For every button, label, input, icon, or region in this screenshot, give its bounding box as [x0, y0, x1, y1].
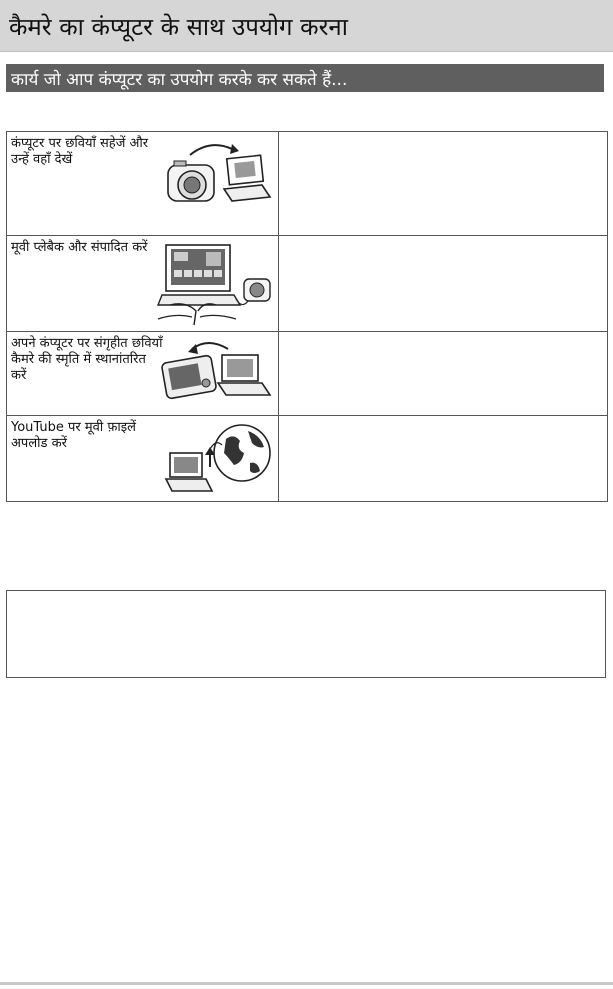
section-heading: कार्य जो आप कंप्यूटर का उपयोग करके कर सकते हैं...	[11, 70, 348, 90]
task-description-cell	[279, 132, 608, 236]
task-description-cell	[279, 416, 608, 502]
camera-to-laptop-icon	[162, 135, 274, 231]
task-description-cell	[279, 332, 608, 416]
section-heading-bar	[6, 64, 604, 92]
task-label: मूवी प्लेबैक और संपादित करें	[11, 240, 148, 255]
page-title-bar	[0, 0, 613, 52]
table-row	[7, 132, 608, 236]
page-title: कैमरे का कंप्यूटर के साथ उपयोग करना	[9, 13, 348, 41]
task-description-cell	[279, 236, 608, 332]
laptop-upload-globe-icon	[164, 419, 274, 499]
table-row	[7, 236, 608, 332]
footer-divider	[0, 982, 613, 985]
table-row	[7, 416, 608, 502]
task-label: YouTube पर मूवी फ़ाइलें अपलोड करें	[11, 420, 136, 451]
laptop-to-camera-icon	[158, 335, 274, 413]
table-row	[7, 332, 608, 416]
laptop-video-editing-icon	[156, 239, 274, 329]
task-cell	[7, 132, 279, 236]
note-box	[6, 590, 606, 678]
task-cell	[7, 236, 279, 332]
task-label: अपने कंप्यूटर पर संगृहीत छवियाँ कैमरे की स्मृति में स्थानांतरित करें	[11, 336, 163, 383]
task-cell	[7, 332, 279, 416]
task-label: कंप्यूटर पर छवियाँ सहेजें और उन्हें वहाँ देखें	[11, 136, 149, 167]
tasks-table	[6, 131, 608, 502]
task-cell	[7, 416, 279, 502]
